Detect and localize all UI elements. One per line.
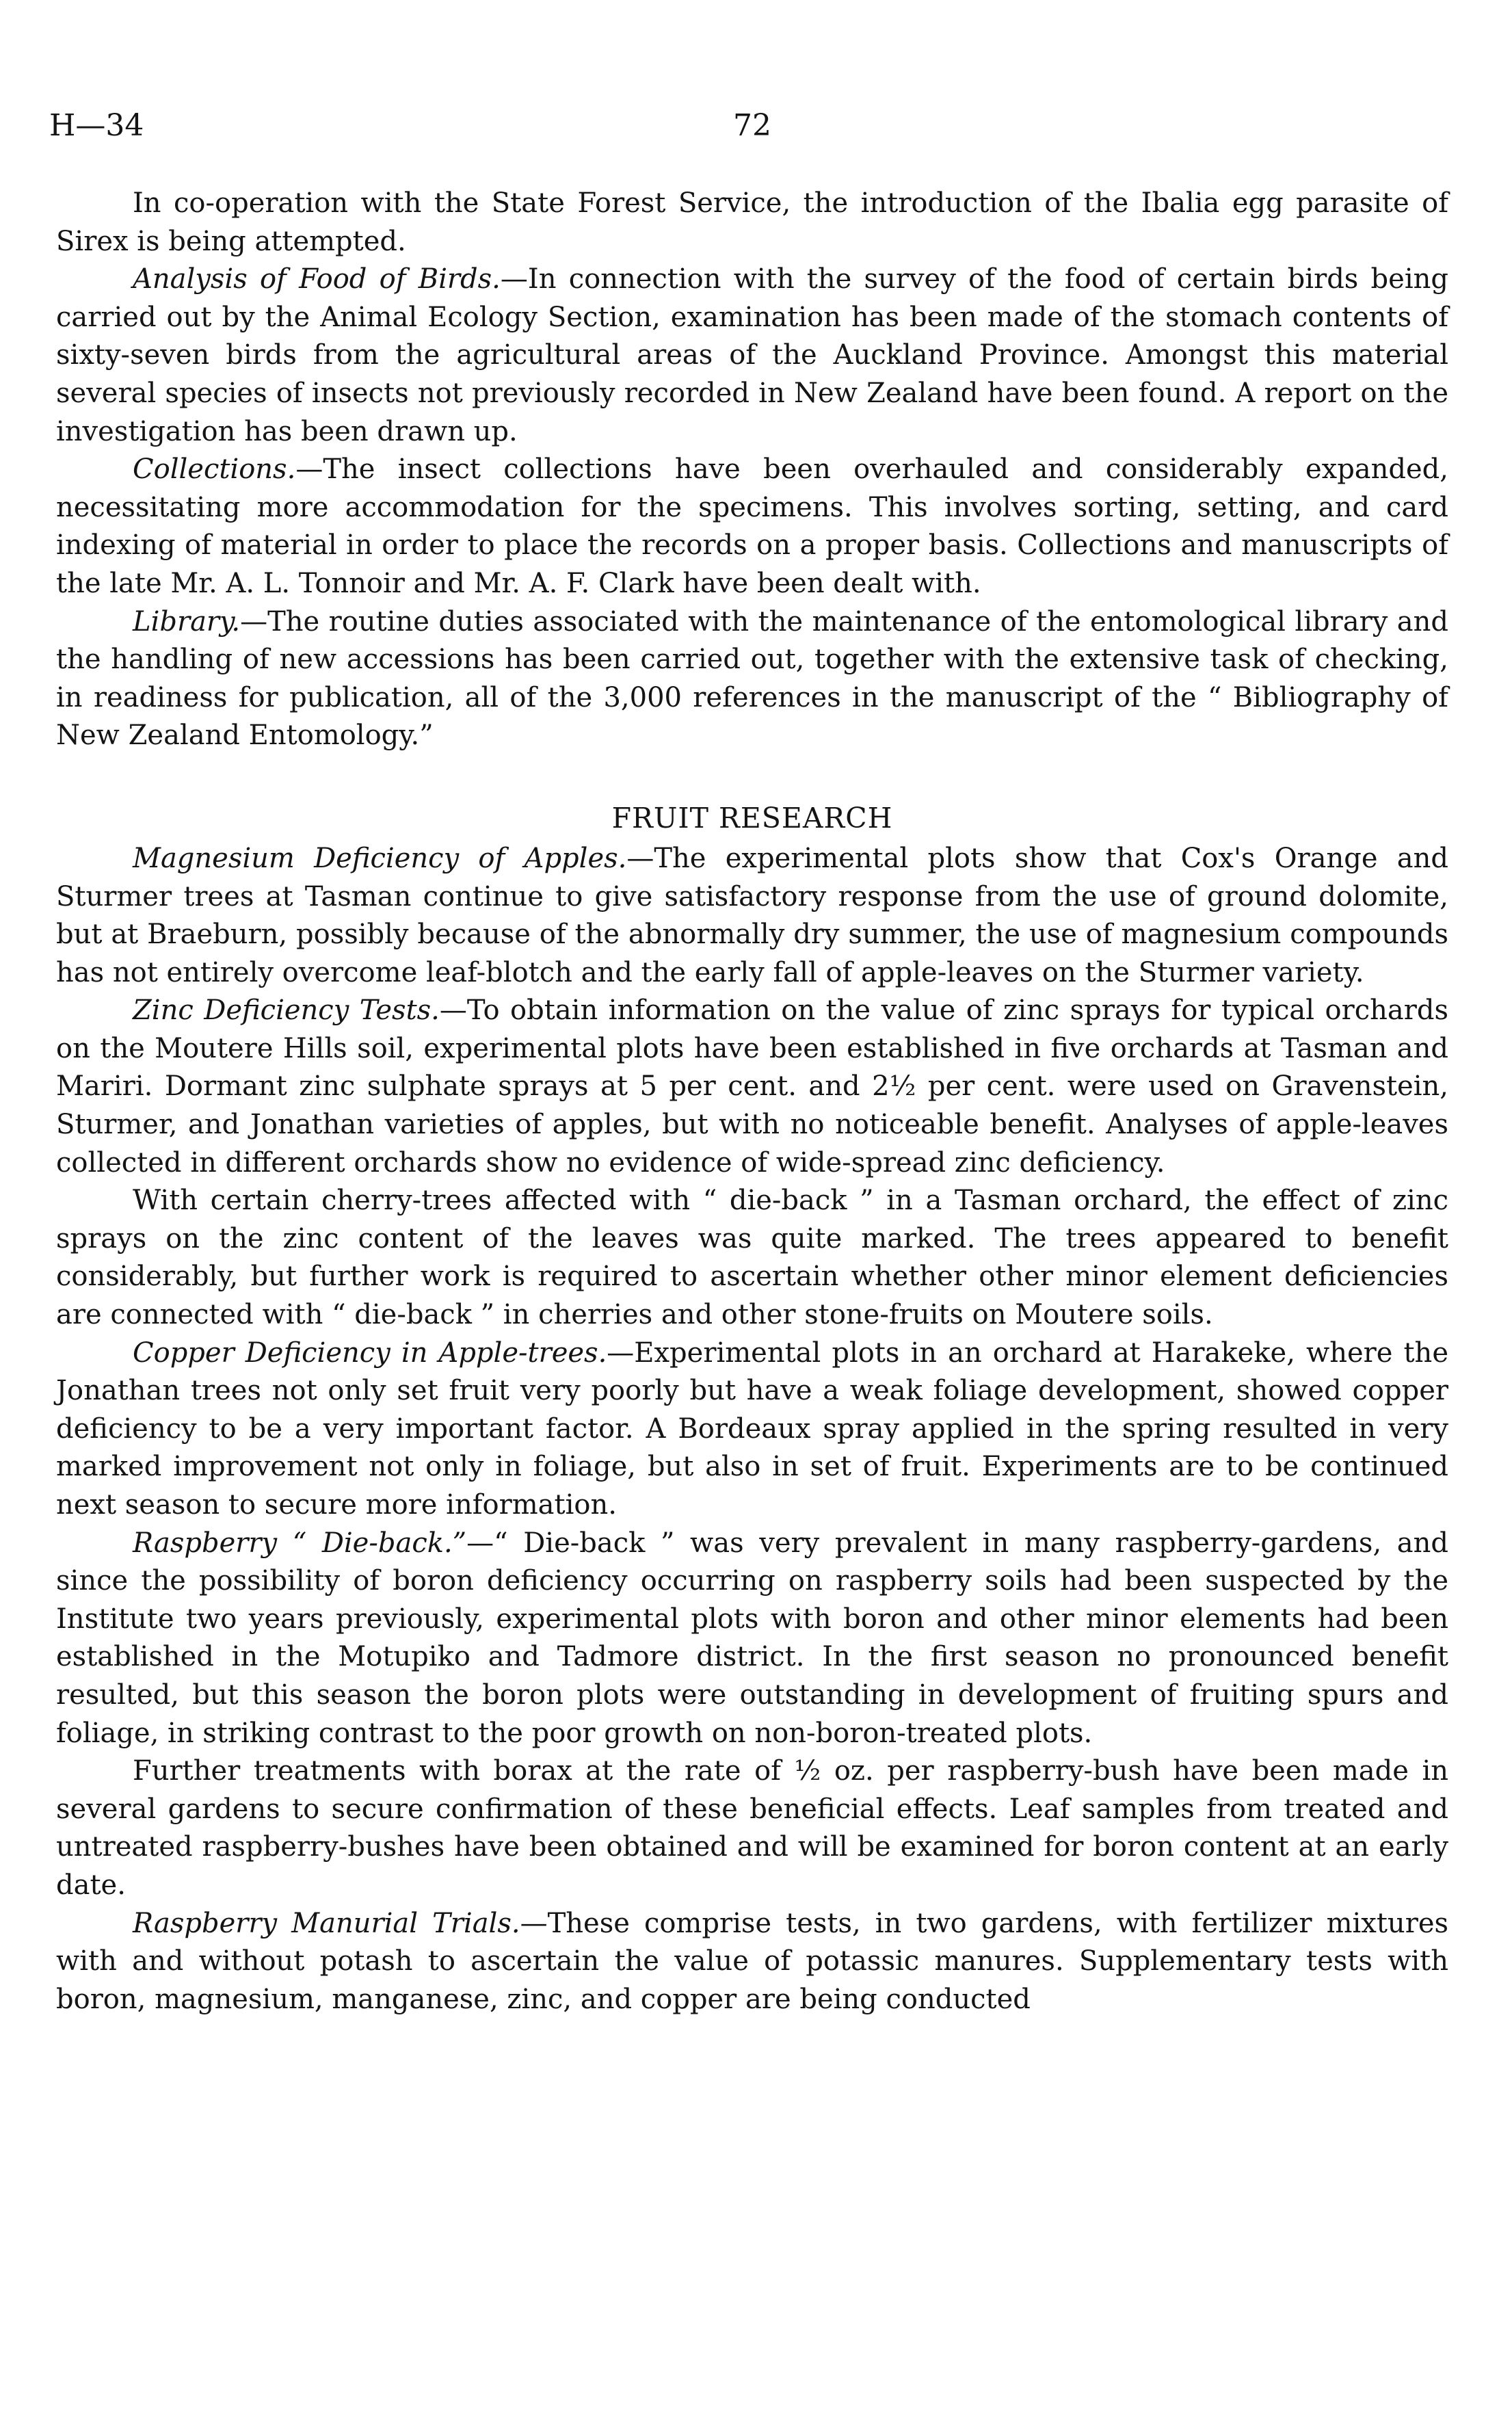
paragraph-text: —To obtain information on the value of zinc sprays for typical orchards on the Moutere Hills soil, experimental plots have been established in five orchards at Tasman and Mariri. Dormant zinc sulphate sprays at 5 per cent. and 2½ per cent. were used on Gravenstein, Sturmer, and Jonathan varieties of apples, but with no noticeable benefit. Analyses of apple-leaves collected in different orchards show no evidence of wide-spread zinc deficiency. [56,995,1448,1179]
paragraph [56,1335,1448,1525]
paragraph-text: —The experimental plots show that Cox's Orange and Sturmer trees at Tasman continue to give satisfactory response from the use of ground dolomite, but at Braeburn, possibly because of the abnormally dry summer, the use of magnesium compounds has not entirely overcome leaf-blotch and the early fall of apple-leaves on the Sturmer variety. [56,842,1448,988]
paragraph-subhead: Raspberry “ Die-back.” [133,1527,467,1559]
paragraph-text: In co-operation with the State Forest Service, the introduction of the Ibalia egg parasite of Sirex is being attempted. [56,187,1448,257]
paragraph-subhead: Zinc Deficiency Tests. [133,995,440,1027]
body-text [56,185,1448,2019]
paragraph [56,185,1448,261]
report-reference: H—34 [49,108,144,143]
paragraph [56,1182,1448,1334]
section-heading: FRUIT RESEARCH [611,801,893,835]
paragraph [56,840,1448,992]
paragraph-subhead: Analysis of Food of Birds. [133,263,501,295]
paragraph [56,1752,1448,1904]
paragraph-text: —The routine duties associated with the maintenance of the entomological library and the handling of new accessions has been carried out, together with the extensive task of checking, in readiness for publication, all of the 3,000 references in the manuscript of the “ Bibliography of New Zealand Entomology.” [56,605,1448,752]
page-number: 72 [733,108,771,143]
paragraph [56,1525,1448,1753]
paragraph [56,603,1448,755]
paragraph-subhead: Copper Deficiency in Apple-trees. [133,1337,607,1369]
paragraph-subhead: Magnesium Deficiency of Apples. [133,842,627,874]
paragraph-text: —Experimental plots in an orchard at Harakeke, where the Jonathan trees not only set fruit very poorly but have a weak foliage development, showed copper deficiency to be a very important factor. A Bordeaux spray applied in the spring resulted in very marked improvement not only in foliage, but also in set of fruit. Experiments are to be continued next season to secure more information. [56,1337,1448,1521]
paragraph [56,451,1448,603]
paragraph [56,261,1448,451]
paragraph-text: Further treatments with borax at the rate of ½ oz. per raspberry-bush have been made in several gardens to secure confirmation of these beneficial effects. Leaf samples from treated and untreated raspberry-bushes have been obtained and will be examined for boron content at an early date. [56,1755,1448,1901]
paragraph-text: —In connection with the survey of the food of certain birds being carried out by the Animal Ecology Section, examination has been made of the stomach contents of sixty-seven birds from the agricultural areas of the Auckland Province. Amongst this material several species of insects not previously recorded in New Zealand have been found. A report on the investigation has been drawn up. [56,263,1448,447]
paragraph-text: —“ Die-back ” was very prevalent in many raspberry-gardens, and since the possibility of boron deficiency occurring on raspberry soils had been suspected by the Institute two years previously, experimental plots with boron and other minor elements had been established in the Motupiko and Tadmore district. In the first season no pronounced benefit resulted, but this season the boron plots were outstanding in development of fruiting spurs and foliage, in striking contrast to the poor growth on non-boron-treated plots. [56,1527,1449,1749]
paragraph-subhead: Collections. [133,454,296,486]
page-header [49,108,1423,149]
paragraph-text: With certain cherry-trees affected with “ die-back ” in a Tasman orchard, the effect of zinc sprays on the zinc content of the leaves was quite marked. The trees appeared to benefit considerably, but further work is required to ascertain whether other minor element deficiencies are connected with “ die-back ” in cherries and other stone-fruits on Moutere soils. [56,1185,1448,1331]
paragraph [56,992,1448,1182]
paragraph-subhead: Library. [133,605,241,638]
paragraph [56,1905,1448,2019]
paragraph-text: —These comprise tests, in two gardens, with fertilizer mixtures with and without potash to ascertain the value of potassic manures. Supplementary tests with boron, magnesium, manganese, zinc, and copper are being conducted [56,1907,1449,2015]
paragraph-subhead: Raspberry Manurial Trials. [133,1907,520,1939]
paragraph-text: —The insect collections have been overhauled and considerably expanded, necessitating more accommodation for the specimens. This involves sorting, setting, and card indexing of material in order to place the records on a proper basis. Collections and manuscripts of the late Mr. A. L. Tonnoir and Mr. A. F. Clark have been dealt with. [56,454,1448,599]
